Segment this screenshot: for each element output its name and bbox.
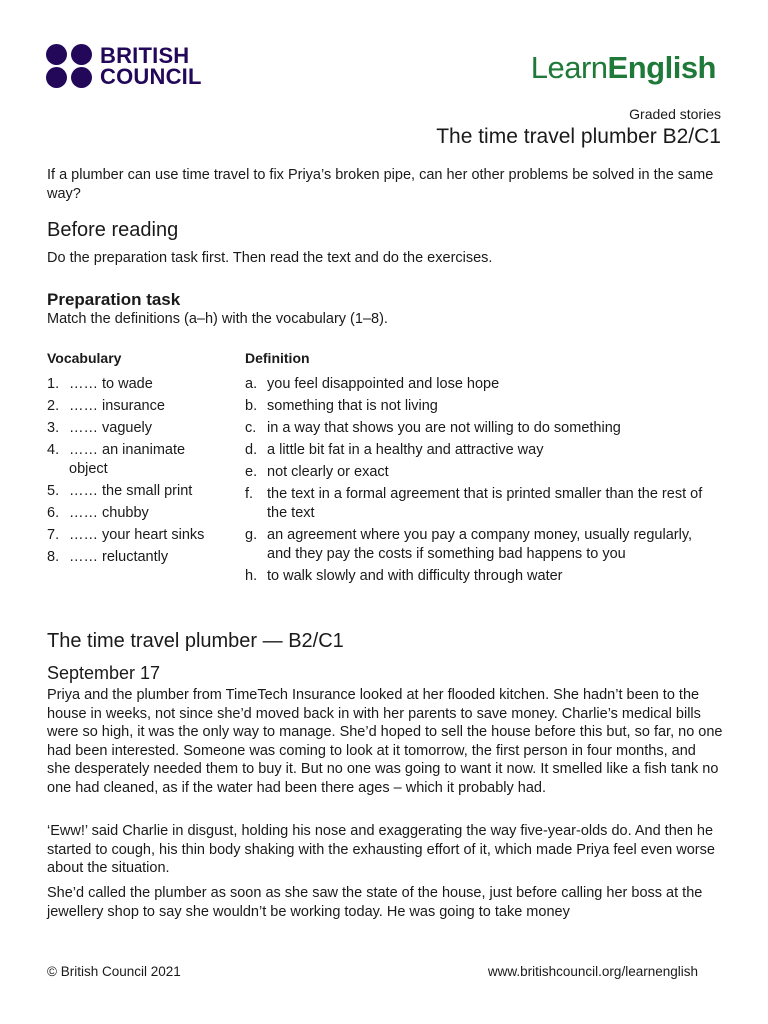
list-item (245, 441, 705, 460)
story-date: September 17 (47, 663, 161, 683)
definition-text: in a way that shows you are not willing to do something (267, 420, 621, 436)
item-letter: g. (245, 527, 258, 543)
learnenglish-logo[interactable] (531, 50, 716, 86)
document-title: The time travel plumber B2/C1 (436, 125, 721, 148)
list-item (47, 419, 222, 438)
item-number: 7. (47, 527, 60, 543)
vocab-text: …… chubby (69, 505, 149, 521)
british-council-logo[interactable] (46, 44, 202, 88)
item-letter: c. (245, 420, 257, 436)
story-heading: The time travel plumber — B2/C1 (47, 630, 344, 652)
definition-text: to walk slowly and with difficulty through water (267, 568, 563, 584)
vocab-text: …… the small print (69, 483, 193, 499)
definition-text: the text in a formal agreement that is printed smaller than the rest of the text (267, 486, 703, 521)
item-number: 5. (47, 483, 60, 499)
list-item (245, 375, 705, 394)
list-item (245, 567, 705, 586)
footer-url-link[interactable]: www.britishcouncil.org/learnenglish (487, 964, 698, 979)
item-number: 8. (47, 549, 60, 565)
vocab-text: …… your heart sinks (69, 527, 205, 543)
bc-wordmark (100, 45, 202, 87)
bc-dots-icon (46, 44, 93, 88)
item-letter: b. (245, 398, 258, 414)
item-number: 1. (47, 376, 60, 392)
definition-heading: Definition (245, 350, 310, 366)
list-item (47, 548, 222, 567)
definition-list (245, 375, 705, 589)
item-number: 6. (47, 505, 60, 521)
list-item (245, 397, 705, 416)
list-item (47, 375, 222, 394)
bc-line2: COUNCIL (100, 64, 202, 89)
vocab-text: …… insurance (69, 398, 165, 414)
definition-text: a little bit fat in a healthy and attractive way (267, 442, 544, 458)
item-number: 2. (47, 398, 60, 414)
item-letter: a. (245, 376, 258, 392)
list-item (47, 441, 222, 479)
definition-text: something that is not living (267, 398, 438, 414)
before-reading-heading: Before reading (47, 219, 179, 241)
list-item (245, 463, 705, 482)
le-logo-light: Learn (530, 50, 608, 85)
graded-stories-label: Graded stories (629, 106, 721, 122)
list-item (245, 485, 705, 523)
vocabulary-list (47, 375, 222, 570)
vocabulary-heading: Vocabulary (47, 350, 122, 366)
item-letter: f. (245, 486, 254, 502)
before-reading-text: Do the preparation task first. Then read the text and do the exercises. (47, 250, 493, 266)
item-letter: e. (245, 464, 258, 480)
bc-line1: BRITISH (100, 43, 190, 68)
vocab-text: …… an inanimate object (69, 442, 186, 477)
vocab-text: …… to wade (69, 376, 153, 392)
definition-text: an agreement where you pay a company money, usually regularly, and they pay the costs if something bad happens to you (267, 527, 693, 562)
definition-text: you feel disappointed and lose hope (267, 376, 500, 392)
list-item (47, 482, 222, 501)
footer-copyright: © British Council 2021 (47, 964, 181, 979)
le-logo-bold: English (607, 50, 716, 85)
vocab-text: …… reluctantly (69, 549, 169, 565)
list-item (245, 526, 705, 564)
story-paragraph-3: She’d called the plumber as soon as she saw the state of the house, just before calling her boss at the jewellery shop to say she wouldn’t be working today. He was going to take money (47, 885, 703, 920)
item-number: 3. (47, 420, 60, 436)
intro-text: If a plumber can use time travel to fix Priya’s broken pipe, can her other problems be solved in the same way? (47, 167, 714, 202)
item-letter: d. (245, 442, 258, 458)
preparation-text: Match the definitions (a–h) with the vocabulary (1–8). (47, 311, 388, 327)
definition-text: not clearly or exact (267, 464, 389, 480)
item-number: 4. (47, 442, 60, 458)
list-item (47, 504, 222, 523)
item-letter: h. (245, 568, 258, 584)
story-paragraph-1: Priya and the plumber from TimeTech Insurance looked at her flooded kitchen. She hadn’t been to the house in weeks, not since she’d moved back in with her parents to save money. Charlie’s medical bills were so high, it was the only way to manage. She’d hoped to sell the house before this but, so far, no one had been interested. Someone was coming to look at it tomorrow, the first person in four months, and she desperately needed them to buy it. But no one was going to want it now. It smelled like a fish tank no one had cleaned, as if the water had been there ages – which it probably had. (47, 687, 723, 796)
vocab-text: …… vaguely (69, 420, 153, 436)
preparation-heading: Preparation task (47, 290, 181, 309)
list-item (47, 397, 222, 416)
list-item (47, 526, 222, 545)
story-paragraph-2: ‘Eww!’ said Charlie in disgust, holding his nose and exaggerating the way five-year-olds do. And then he started to cough, his thin body shaking with the exhausting effort of it, which made Priya feel even worse about the situation. (47, 823, 715, 877)
list-item (245, 419, 705, 438)
